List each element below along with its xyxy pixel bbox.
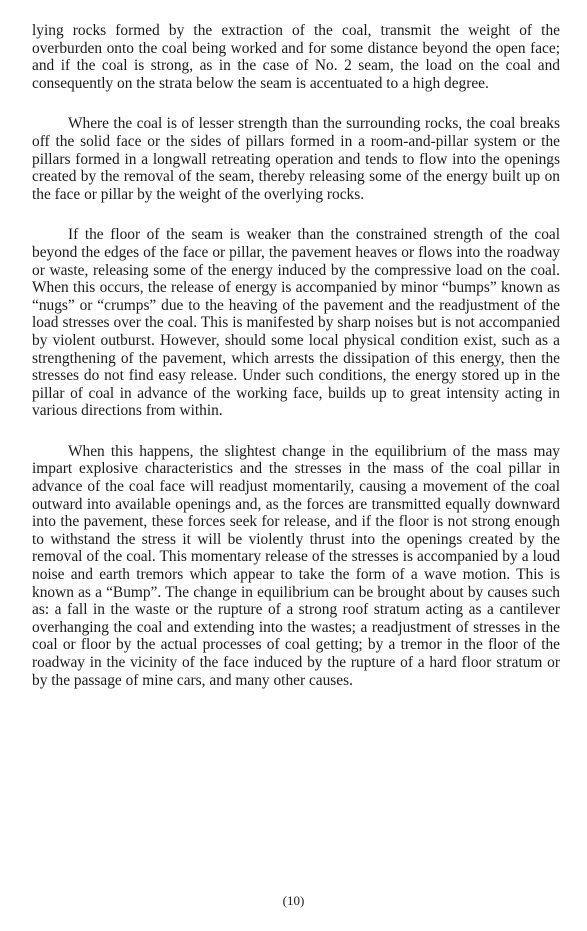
paragraph-bump-description: When this happens, the slightest change in the equilibrium of the mass may impart explosive characteristics and the stresses in the mass of the coal pillar in advance of the coal face will readjust momentarily, causing a movement of the coal outward into available openings and, as the forces are transmitted equally downward into the pavement, these forces seek for release, and if the floor is not strong enough to withstand the stress it will be violently thrust into the openings created by the removal of the coal. This momentary release of the stresses is accompanied by a loud noise and earth tremors which appear to take the form of a wave motion. This is known as a “Bump”. The change in equilibrium can be brought about by causes such as: a fall in the waste or the rupture of a strong roof stratum acting as a cantilever overhanging the coal and extending into the wastes; a readjustment of stresses in the coal or floor by the actual processes of coal getting; by a tremor in the floor of the roadway in the vicinity of the face induced by the rupture of a hard floor stratum or by the passage of mine cars, and many other causes. (32, 442, 560, 689)
paragraph-continued: lying rocks formed by the extraction of the coal, transmit the weight of the overburden onto the coal being worked and for some distance beyond the open face; and if the coal is strong, as in the case of No. 2 seam, the load on the coal and consequently on the strata below the seam is accentuated to a high degree. (32, 22, 560, 92)
page-body (32, 22, 560, 689)
paragraph-coal-lesser-strength: Where the coal is of lesser strength than the surrounding rocks, the coal breaks off the solid face or the sides of pillars formed in a room-and-pillar system or the pillars formed in a longwall retreating operation and tends to flow into the openings created by the removal of the seam, thereby releasing some of the energy built up on the face or pillar by the weight of the overlying rocks. (32, 115, 560, 203)
paragraph-floor-weaker: If the floor of the seam is weaker than the constrained strength of the coal beyond the edges of the face or pillar, the pavement heaves or flows into the roadway or waste, releasing some of the energy induced by the compressive load on the coal. When this occurs, the release of energy is accompanied by minor “bumps” known as “nugs” or “crumps” due to the heaving of the pavement and the readjustment of the load stresses over the coal. This is manifested by sharp noises but is not accompanied by violent outburst. However, should some local physical condition exist, such as a strengthening of the pavement, which arrests the dissipation of this energy, then the stresses do not find easy release. Under such conditions, the energy stored up in the pillar of coal in advance of the working face, builds up to great intensity acting in various directions from within. (32, 226, 560, 420)
page-number: (10) (282, 893, 305, 908)
